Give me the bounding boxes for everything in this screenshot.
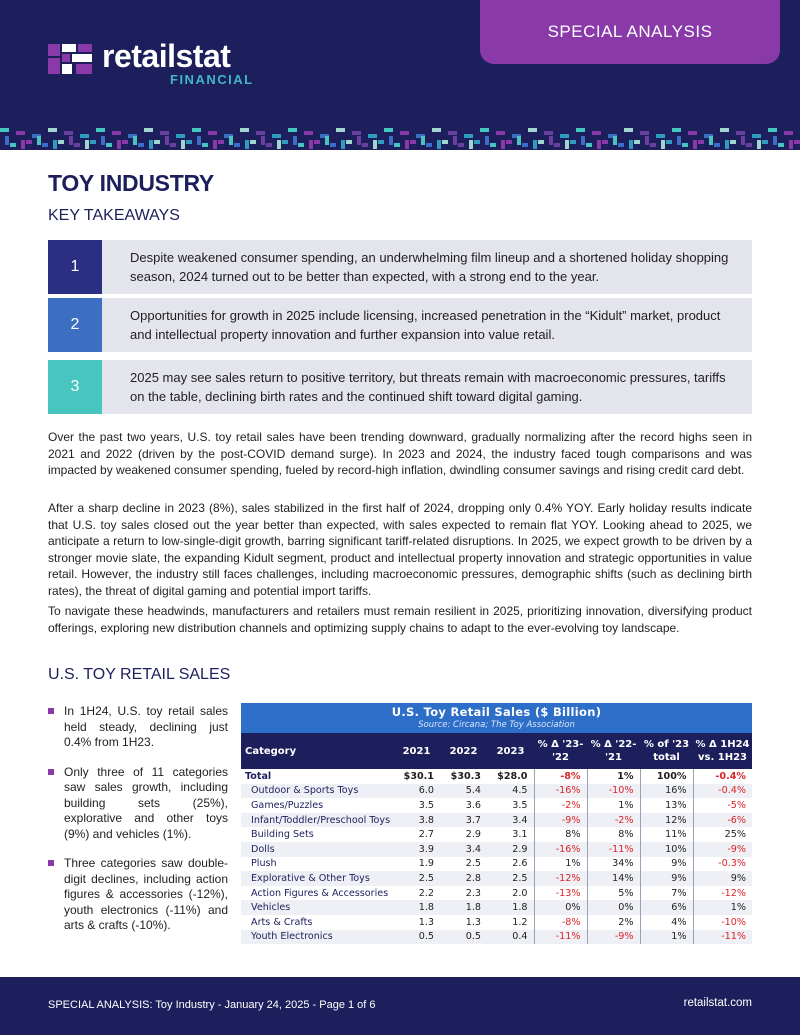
value-cell: 34% xyxy=(587,857,640,872)
column-header: Category xyxy=(241,733,393,769)
body-paragraph: Over the past two years, U.S. toy retail sales have been trending downward, gradually normalizing after the record highs seen in 2021 and 2022 (driven by the post-COVID demand surge). In 2023 and 2024, the industry faced tough comparisons and was impacted by weakened consumer spending, fueled by record-high inflation, dwindling consumer savings and rising credit card debt. xyxy=(48,430,752,478)
value-cell: $30.1 xyxy=(403,770,434,782)
value-cell: -11% xyxy=(693,930,752,945)
value-cell: 11% xyxy=(640,827,693,842)
body-paragraph: After a sharp decline in 2023 (8%), sales stabilized in the first half of 2024, dropping only 0.4% YOY. Early holiday results indicate that U.S. toy sales closed out the year better than expected, with sales expected to remain flat YOY. Looking ahead to 2025, we anticipate a return to low-single-digit growth, barring significant tariff-related disruptions. In 2025, we expect growth to be driven by a stronger movie slate, the expanding Kidult segment, product and intellectual property innovation and strategic opportunities in value retail. However, the industry still faces challenges, including macroeconomic pressures, demographic shifts (such as declining birth rates), the threat of digital gaming and potential import tariffs. xyxy=(48,501,752,598)
category-cell: Games/Puzzles xyxy=(251,799,324,811)
value-cell: 1% xyxy=(534,857,587,872)
bullet-text: Three categories saw double-digit declines, including action figures & accessories (-12%), youth electronics (-11%) and arts & crafts (-10%). xyxy=(64,856,228,932)
value-cell: 1.3 xyxy=(418,916,434,928)
value-cell: 4.5 xyxy=(487,784,534,799)
page-footer xyxy=(0,977,800,1035)
table-row xyxy=(241,871,752,886)
retailstat-logo xyxy=(48,40,278,90)
column-header: % Δ 1H24 vs. 1H23 xyxy=(693,733,752,769)
value-cell: 3.7 xyxy=(440,813,487,828)
value-cell: -11% xyxy=(534,930,587,945)
value-cell: -8% xyxy=(534,915,587,930)
table-header-band xyxy=(241,703,752,733)
bullet-item xyxy=(48,856,228,934)
key-takeaways-heading: KEY TAKEAWAYS xyxy=(48,207,180,224)
bullet-square-icon xyxy=(48,708,54,714)
column-header: 2023 xyxy=(487,733,534,769)
value-cell: 2.7 xyxy=(418,829,434,841)
takeaway-1 xyxy=(48,240,752,294)
category-cell: Infant/Toddler/Preschool Toys xyxy=(241,813,393,828)
table-row xyxy=(241,857,752,872)
value-cell: -13% xyxy=(534,886,587,901)
value-cell: -0.4% xyxy=(693,784,752,799)
table-row xyxy=(241,798,752,813)
value-cell: 2.3 xyxy=(465,887,481,899)
value-cell: 3.6 xyxy=(465,799,481,811)
value-cell: -0.4% xyxy=(693,769,752,784)
value-cell: 0.5 xyxy=(440,930,487,945)
column-header: 2022 xyxy=(440,733,487,769)
table-title: U.S. Toy Retail Sales ($ Billion) xyxy=(391,705,602,719)
bullet-item xyxy=(48,704,228,751)
value-cell: 0% xyxy=(534,900,587,915)
takeaway-number: 3 xyxy=(48,360,102,414)
value-cell: -9% xyxy=(534,813,587,828)
takeaway-2 xyxy=(48,298,752,352)
value-cell: 9% xyxy=(640,857,693,872)
bullet-item xyxy=(48,765,228,843)
value-cell: 1.8 xyxy=(440,900,487,915)
sales-data-table xyxy=(241,733,752,944)
table-source: Source: Circana; The Toy Association xyxy=(418,720,575,730)
special-analysis-tab: SPECIAL ANALYSIS xyxy=(480,0,780,64)
value-cell: 25% xyxy=(693,827,752,842)
value-cell: -16% xyxy=(534,784,587,799)
category-cell: Arts & Crafts xyxy=(251,916,313,928)
value-cell: 2.8 xyxy=(440,871,487,886)
value-cell: 0.5 xyxy=(393,930,440,945)
table-row xyxy=(241,813,752,828)
takeaway-number: 2 xyxy=(48,298,102,352)
section-heading: U.S. TOY RETAIL SALES xyxy=(48,666,231,683)
category-cell: Explorative & Other Toys xyxy=(241,871,393,886)
column-header: % of '23 total xyxy=(640,733,693,769)
value-cell: 0.4 xyxy=(487,930,534,945)
value-cell: 1.8 xyxy=(393,900,440,915)
value-cell: $28.0 xyxy=(497,770,528,782)
value-cell: 0% xyxy=(587,900,640,915)
value-cell: 2.6 xyxy=(512,858,528,870)
footer-website: retailstat.com xyxy=(683,997,752,1009)
value-cell: 5.4 xyxy=(440,784,487,799)
takeaway-text: 2025 may see sales return to positive territory, but threats remain with macroeconomic pressures, tariffs on the table, declining birth rates and the continued shift toward digital gaming. xyxy=(130,370,726,404)
value-cell: -8% xyxy=(534,769,587,784)
value-cell: 3.4 xyxy=(487,813,534,828)
table-row xyxy=(241,900,752,915)
value-cell: -16% xyxy=(534,842,587,857)
page-title: TOY INDUSTRY xyxy=(48,170,214,196)
logo-mark-icon xyxy=(48,44,92,74)
value-cell: $30.3 xyxy=(450,770,481,782)
table-row xyxy=(241,886,752,901)
bullet-square-icon xyxy=(48,860,54,866)
value-cell: -9% xyxy=(587,930,640,945)
value-cell: 10% xyxy=(640,842,693,857)
value-cell: 1% xyxy=(587,798,640,813)
category-cell: Vehicles xyxy=(241,900,393,915)
value-cell: 1.2 xyxy=(512,916,528,928)
value-cell: -6% xyxy=(693,813,752,828)
value-cell: 100% xyxy=(640,769,693,784)
logo-subtitle: FINANCIAL xyxy=(170,72,254,87)
value-cell: 7% xyxy=(640,886,693,901)
value-cell: 1% xyxy=(640,930,693,945)
value-cell: -5% xyxy=(693,798,752,813)
value-cell: 9% xyxy=(640,871,693,886)
column-header: % Δ '23-'22 xyxy=(534,733,587,769)
header-pattern-band xyxy=(0,126,800,150)
value-cell: 2.5 xyxy=(487,871,534,886)
value-cell: 16% xyxy=(640,784,693,799)
value-cell: 9% xyxy=(693,871,752,886)
category-cell: Youth Electronics xyxy=(241,930,393,945)
category-cell: Total xyxy=(245,770,272,782)
value-cell: -9% xyxy=(693,842,752,857)
value-cell: 13% xyxy=(640,798,693,813)
value-cell: 2.5 xyxy=(393,871,440,886)
page-header xyxy=(0,0,800,150)
value-cell: 8% xyxy=(534,827,587,842)
value-cell: 3.1 xyxy=(512,829,528,841)
bullet-square-icon xyxy=(48,769,54,775)
body-paragraph: To navigate these headwinds, manufacturers and retailers must remain resilient in 2025, prioritizing innovation, diversifying product offerings, exploring new distribution channels and optimizing supply chains to adapt to the ever-evolving toy landscape. xyxy=(48,604,752,635)
category-cell: Building Sets xyxy=(251,829,314,841)
column-header: 2021 xyxy=(393,733,440,769)
value-cell: 5% xyxy=(587,886,640,901)
value-cell: 1.8 xyxy=(487,900,534,915)
value-cell: -2% xyxy=(534,798,587,813)
value-cell: 14% xyxy=(587,871,640,886)
value-cell: 1% xyxy=(587,769,640,784)
table-row xyxy=(241,915,752,930)
value-cell: 6.0 xyxy=(393,784,440,799)
value-cell: -11% xyxy=(587,842,640,857)
logo-wordmark: retailstat xyxy=(102,38,231,74)
table-row xyxy=(241,827,752,842)
footer-caption: SPECIAL ANALYSIS: Toy Industry - January 24, 2025 - Page 1 of 6 xyxy=(48,999,376,1011)
value-cell: 3.8 xyxy=(393,813,440,828)
bullet-text: Only three of 11 categories saw sales growth, including building sets (25%), explorative and other toys (9%) and vehicles (1%). xyxy=(64,764,228,841)
table-row xyxy=(241,769,752,784)
value-cell: 6% xyxy=(640,900,693,915)
category-cell: Outdoor & Sports Toys xyxy=(241,784,393,799)
bullet-list xyxy=(48,704,228,948)
value-cell: -12% xyxy=(693,886,752,901)
value-cell: 1.3 xyxy=(465,916,481,928)
category-cell: Plush xyxy=(251,858,277,870)
bullet-text: In 1H24, U.S. toy retail sales held steady, declining just 0.4% from 1H23. xyxy=(64,704,228,749)
value-cell: 8% xyxy=(587,827,640,842)
takeaway-number: 1 xyxy=(48,240,102,294)
value-cell: 3.5 xyxy=(418,799,434,811)
value-cell: 1.9 xyxy=(418,858,434,870)
category-cell: Action Figures & Accessories xyxy=(251,887,389,899)
table-row xyxy=(241,784,752,799)
value-cell: 4% xyxy=(640,915,693,930)
column-header: % Δ '22-'21 xyxy=(587,733,640,769)
takeaway-text: Opportunities for growth in 2025 include licensing, increased penetration in the “Kidult” market, product and intellectual property innovation and further expansion into value retail. xyxy=(130,308,721,342)
value-cell: -2% xyxy=(587,813,640,828)
toy-sales-table xyxy=(241,703,752,944)
value-cell: 12% xyxy=(640,813,693,828)
value-cell: -10% xyxy=(693,915,752,930)
value-cell: -12% xyxy=(534,871,587,886)
category-cell: Dolls xyxy=(241,842,393,857)
value-cell: 1% xyxy=(693,900,752,915)
table-header-row xyxy=(241,733,752,769)
value-cell: -10% xyxy=(587,784,640,799)
value-cell: 3.4 xyxy=(440,842,487,857)
takeaway-3 xyxy=(48,360,752,414)
value-cell: -0.3% xyxy=(693,857,752,872)
takeaway-text: Despite weakened consumer spending, an underwhelming film lineup and a shortened holiday shopping season, 2024 turned out to be better than expected, with a strong end to the year. xyxy=(130,250,729,284)
value-cell: 3.5 xyxy=(512,799,528,811)
value-cell: 2.2 xyxy=(418,887,434,899)
value-cell: 2.5 xyxy=(465,858,481,870)
value-cell: 3.9 xyxy=(393,842,440,857)
table-row xyxy=(241,930,752,945)
table-row xyxy=(241,842,752,857)
value-cell: 2.0 xyxy=(512,887,528,899)
value-cell: 2% xyxy=(587,915,640,930)
value-cell: 2.9 xyxy=(465,829,481,841)
value-cell: 2.9 xyxy=(487,842,534,857)
